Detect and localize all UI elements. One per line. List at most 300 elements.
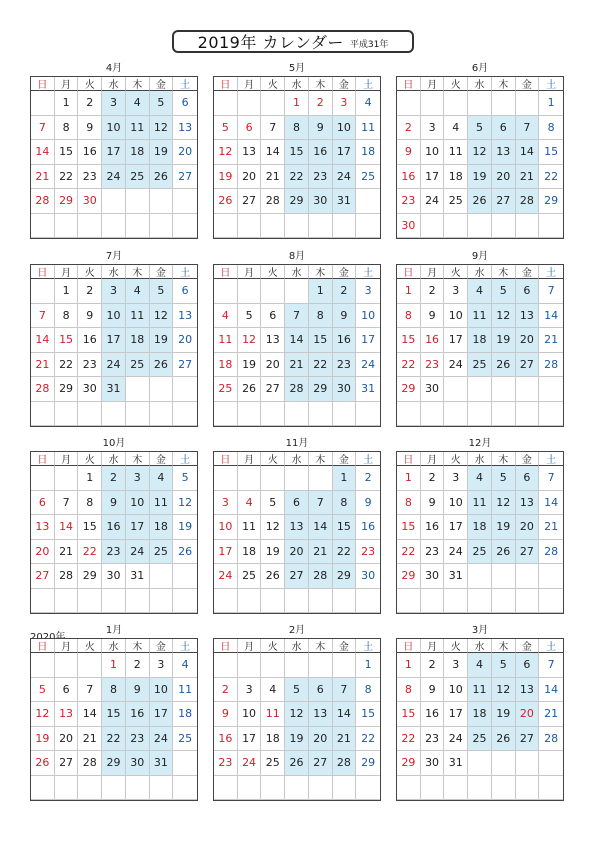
day-cell: 2 [397,116,421,141]
day-cell: 14 [285,328,309,353]
day-cell: 2 [421,466,445,491]
empty-cell [31,279,55,304]
day-cell: 3 [102,279,126,304]
day-cell: 4 [238,491,262,516]
day-cell: 18 [173,702,197,727]
day-cell: 14 [31,328,55,353]
day-cell: 6 [516,279,540,304]
day-cell: 23 [421,353,445,378]
day-cell: 18 [150,515,174,540]
day-cell: 6 [285,491,309,516]
day-cell: 27 [516,727,540,752]
day-cell: 3 [444,653,468,678]
month-label: 2月 [288,625,306,636]
day-cell: 17 [126,515,150,540]
day-cell: 3 [126,466,150,491]
weekday-header: 水 [285,265,309,279]
month-label: 10月 [102,438,126,449]
empty-cell [173,564,197,589]
weekday-header: 月 [238,452,262,466]
day-cell: 22 [539,165,563,190]
day-cell: 15 [397,702,421,727]
day-cell: 25 [468,353,492,378]
month-grid [213,451,381,614]
day-cell: 4 [444,116,468,141]
month-calendar [30,624,198,801]
day-cell: 27 [516,540,540,565]
month-grid [396,76,564,239]
day-cell: 19 [468,165,492,190]
day-cell: 19 [492,328,516,353]
day-cell: 11 [261,702,285,727]
weekday-header: 月 [55,452,79,466]
month-grid [396,264,564,427]
day-cell: 9 [421,491,445,516]
day-cell: 14 [31,140,55,165]
day-cell: 3 [421,116,445,141]
month-label: 1月 [105,625,123,636]
weekday-header: 木 [126,77,150,91]
day-cell: 14 [78,702,102,727]
weekday-header: 金 [516,77,540,91]
day-cell: 7 [31,304,55,329]
day-cell: 30 [421,751,445,776]
day-cell: 7 [31,116,55,141]
empty-cell [468,377,492,402]
day-cell: 25 [126,165,150,190]
day-cell: 10 [238,702,262,727]
day-cell: 13 [261,328,285,353]
day-cell: 17 [102,328,126,353]
day-cell: 5 [492,653,516,678]
month-grid [213,638,381,801]
day-cell: 27 [285,564,309,589]
day-cell: 21 [261,165,285,190]
day-cell: 23 [102,540,126,565]
day-cell: 6 [492,116,516,141]
day-cell: 6 [309,678,333,703]
month-label: 8月 [288,251,306,262]
day-cell: 9 [356,491,380,516]
day-cell: 28 [309,564,333,589]
day-cell: 8 [356,678,380,703]
empty-cell [421,776,445,801]
day-cell: 3 [444,279,468,304]
day-cell: 24 [102,353,126,378]
weekday-header: 木 [126,265,150,279]
day-cell: 19 [285,727,309,752]
empty-cell [261,466,285,491]
day-cell: 28 [516,189,540,214]
day-cell: 2 [421,279,445,304]
era-label: 平成31年 [349,40,389,50]
empty-cell [516,751,540,776]
day-cell: 31 [150,751,174,776]
day-cell: 5 [173,466,197,491]
day-cell: 21 [539,328,563,353]
calendar-title-box [172,30,414,53]
empty-cell [150,214,174,239]
day-cell: 7 [539,279,563,304]
empty-cell [238,402,262,427]
day-cell: 7 [309,491,333,516]
day-cell: 30 [356,564,380,589]
empty-cell [214,91,238,116]
empty-cell [516,776,540,801]
empty-cell [468,589,492,614]
day-cell: 12 [238,328,262,353]
day-cell: 29 [397,751,421,776]
empty-cell [539,776,563,801]
day-cell: 5 [285,678,309,703]
empty-cell [173,589,197,614]
weekday-header: 木 [126,452,150,466]
day-cell: 27 [492,189,516,214]
day-cell: 7 [539,466,563,491]
day-cell: 31 [356,377,380,402]
empty-cell [444,214,468,239]
day-cell: 16 [356,515,380,540]
weekday-header: 火 [444,265,468,279]
weekday-header: 月 [238,265,262,279]
empty-cell [333,402,357,427]
day-cell: 22 [397,727,421,752]
weekday-header: 火 [78,77,102,91]
day-cell: 3 [238,678,262,703]
day-cell: 9 [309,116,333,141]
day-cell: 1 [356,653,380,678]
empty-cell [444,377,468,402]
day-cell: 16 [102,515,126,540]
weekday-header: 日 [214,265,238,279]
day-cell: 19 [173,515,197,540]
day-cell: 23 [356,540,380,565]
day-cell: 17 [444,328,468,353]
weekday-header: 日 [31,265,55,279]
day-cell: 17 [421,165,445,190]
weekday-header: 水 [102,265,126,279]
day-cell: 25 [173,727,197,752]
day-cell: 20 [238,165,262,190]
day-cell: 20 [173,140,197,165]
month-calendar [30,62,198,239]
empty-cell [285,653,309,678]
day-cell: 15 [102,702,126,727]
empty-cell [397,776,421,801]
day-cell: 28 [539,353,563,378]
day-cell: 9 [397,140,421,165]
empty-cell [539,751,563,776]
month-grid [30,451,198,614]
day-cell: 31 [444,564,468,589]
day-cell: 23 [78,353,102,378]
day-cell: 19 [31,727,55,752]
day-cell: 21 [309,540,333,565]
day-cell: 15 [397,515,421,540]
calendar-title: 2019年 カレンダー [197,33,344,52]
empty-cell [444,402,468,427]
day-cell: 1 [333,466,357,491]
empty-cell [214,214,238,239]
day-cell: 12 [492,678,516,703]
empty-cell [444,589,468,614]
day-cell: 3 [150,653,174,678]
day-cell: 28 [539,727,563,752]
empty-cell [421,402,445,427]
empty-cell [126,589,150,614]
day-cell: 6 [173,279,197,304]
empty-cell [126,402,150,427]
empty-cell [102,776,126,801]
day-cell: 24 [421,189,445,214]
weekday-header: 火 [78,639,102,653]
weekday-header: 金 [150,77,174,91]
month-grid [396,638,564,801]
day-cell: 1 [397,466,421,491]
empty-cell [173,776,197,801]
day-cell: 8 [397,678,421,703]
empty-cell [516,214,540,239]
day-cell: 2 [309,91,333,116]
day-cell: 9 [214,702,238,727]
empty-cell [173,214,197,239]
empty-cell [214,589,238,614]
day-cell: 12 [31,702,55,727]
weekday-header: 土 [539,77,563,91]
weekday-header: 月 [421,265,445,279]
day-cell: 9 [126,678,150,703]
month-grid [30,638,198,801]
day-cell: 16 [126,702,150,727]
weekday-header: 金 [150,265,174,279]
empty-cell [492,589,516,614]
day-cell: 29 [356,751,380,776]
month-calendar [30,437,198,614]
day-cell: 12 [285,702,309,727]
day-cell: 22 [55,353,79,378]
day-cell: 11 [150,491,174,516]
empty-cell [309,776,333,801]
day-cell: 10 [444,304,468,329]
day-cell: 11 [444,140,468,165]
day-cell: 25 [468,727,492,752]
empty-cell [421,91,445,116]
day-cell: 1 [285,91,309,116]
day-cell: 7 [539,653,563,678]
day-cell: 15 [78,515,102,540]
day-cell: 30 [421,564,445,589]
month-calendar [396,624,564,801]
day-cell: 28 [539,540,563,565]
empty-cell [214,279,238,304]
day-cell: 12 [150,116,174,141]
empty-cell [468,402,492,427]
day-cell: 24 [150,727,174,752]
day-cell: 9 [102,491,126,516]
month-grid [30,264,198,427]
day-cell: 4 [261,678,285,703]
empty-cell [238,653,262,678]
day-cell: 15 [333,515,357,540]
empty-cell [539,377,563,402]
day-cell: 24 [214,564,238,589]
empty-cell [516,377,540,402]
month-label: 7月 [105,251,123,262]
day-cell: 1 [539,91,563,116]
day-cell: 24 [356,353,380,378]
empty-cell [356,776,380,801]
month-grid [213,76,381,239]
weekday-header: 日 [214,77,238,91]
day-cell: 6 [261,304,285,329]
weekday-header: 金 [150,452,174,466]
day-cell: 3 [333,91,357,116]
weekday-header: 火 [261,265,285,279]
empty-cell [539,402,563,427]
empty-cell [261,402,285,427]
day-cell: 31 [333,189,357,214]
weekday-header: 火 [444,77,468,91]
weekday-header: 日 [214,639,238,653]
empty-cell [261,589,285,614]
day-cell: 19 [150,328,174,353]
month-calendar [213,437,381,614]
day-cell: 22 [356,727,380,752]
day-cell: 29 [333,564,357,589]
day-cell: 4 [214,304,238,329]
day-cell: 28 [285,377,309,402]
day-cell: 28 [55,564,79,589]
day-cell: 17 [150,702,174,727]
day-cell: 8 [397,491,421,516]
day-cell: 14 [539,491,563,516]
day-cell: 5 [238,304,262,329]
day-cell: 14 [516,140,540,165]
day-cell: 14 [261,140,285,165]
day-cell: 17 [102,140,126,165]
day-cell: 16 [421,515,445,540]
weekday-header: 水 [468,452,492,466]
empty-cell [78,214,102,239]
weekday-header: 木 [492,452,516,466]
day-cell: 29 [309,377,333,402]
day-cell: 26 [150,353,174,378]
empty-cell [78,776,102,801]
day-cell: 1 [55,91,79,116]
day-cell: 12 [150,304,174,329]
month-label: 12月 [468,438,492,449]
day-cell: 22 [397,540,421,565]
empty-cell [238,466,262,491]
empty-cell [285,402,309,427]
day-cell: 25 [126,353,150,378]
month-grid [396,451,564,614]
weekday-header: 木 [492,77,516,91]
day-cell: 23 [333,353,357,378]
month-calendar [396,62,564,239]
day-cell: 20 [261,353,285,378]
weekday-header: 水 [285,639,309,653]
empty-cell [126,377,150,402]
empty-cell [309,653,333,678]
day-cell: 10 [333,116,357,141]
empty-cell [421,214,445,239]
day-cell: 26 [31,751,55,776]
day-cell: 26 [492,353,516,378]
day-cell: 16 [421,328,445,353]
empty-cell [356,189,380,214]
weekday-header: 日 [31,639,55,653]
empty-cell [468,564,492,589]
day-cell: 10 [150,678,174,703]
day-cell: 5 [261,491,285,516]
day-cell: 5 [492,466,516,491]
day-cell: 5 [31,678,55,703]
day-cell: 20 [309,727,333,752]
empty-cell [55,776,79,801]
day-cell: 20 [173,328,197,353]
month-calendar [30,250,198,427]
weekday-header: 木 [309,639,333,653]
day-cell: 25 [468,540,492,565]
weekday-header: 金 [516,265,540,279]
weekday-header: 土 [356,77,380,91]
empty-cell [173,751,197,776]
weekday-header: 木 [492,639,516,653]
empty-cell [444,776,468,801]
day-cell: 11 [214,328,238,353]
weekday-header: 金 [333,452,357,466]
day-cell: 17 [444,702,468,727]
empty-cell [492,564,516,589]
month-grid [213,264,381,427]
empty-cell [31,466,55,491]
day-cell: 13 [492,140,516,165]
day-cell: 4 [126,279,150,304]
day-cell: 26 [261,564,285,589]
weekday-header: 木 [309,77,333,91]
day-cell: 3 [356,279,380,304]
day-cell: 19 [492,702,516,727]
day-cell: 18 [468,702,492,727]
day-cell: 27 [173,165,197,190]
day-cell: 13 [238,140,262,165]
day-cell: 24 [102,165,126,190]
day-cell: 10 [102,304,126,329]
weekday-header: 土 [356,639,380,653]
empty-cell [492,776,516,801]
day-cell: 18 [468,328,492,353]
day-cell: 26 [492,727,516,752]
day-cell: 19 [492,515,516,540]
day-cell: 28 [31,377,55,402]
day-cell: 14 [309,515,333,540]
day-cell: 2 [78,279,102,304]
weekday-header: 月 [55,77,79,91]
day-cell: 4 [173,653,197,678]
day-cell: 1 [55,279,79,304]
empty-cell [214,653,238,678]
day-cell: 2 [356,466,380,491]
day-cell: 17 [238,727,262,752]
day-cell: 24 [444,727,468,752]
day-cell: 4 [468,466,492,491]
day-cell: 8 [539,116,563,141]
day-cell: 23 [421,540,445,565]
day-cell: 1 [309,279,333,304]
weekday-header: 月 [238,77,262,91]
day-cell: 29 [397,377,421,402]
